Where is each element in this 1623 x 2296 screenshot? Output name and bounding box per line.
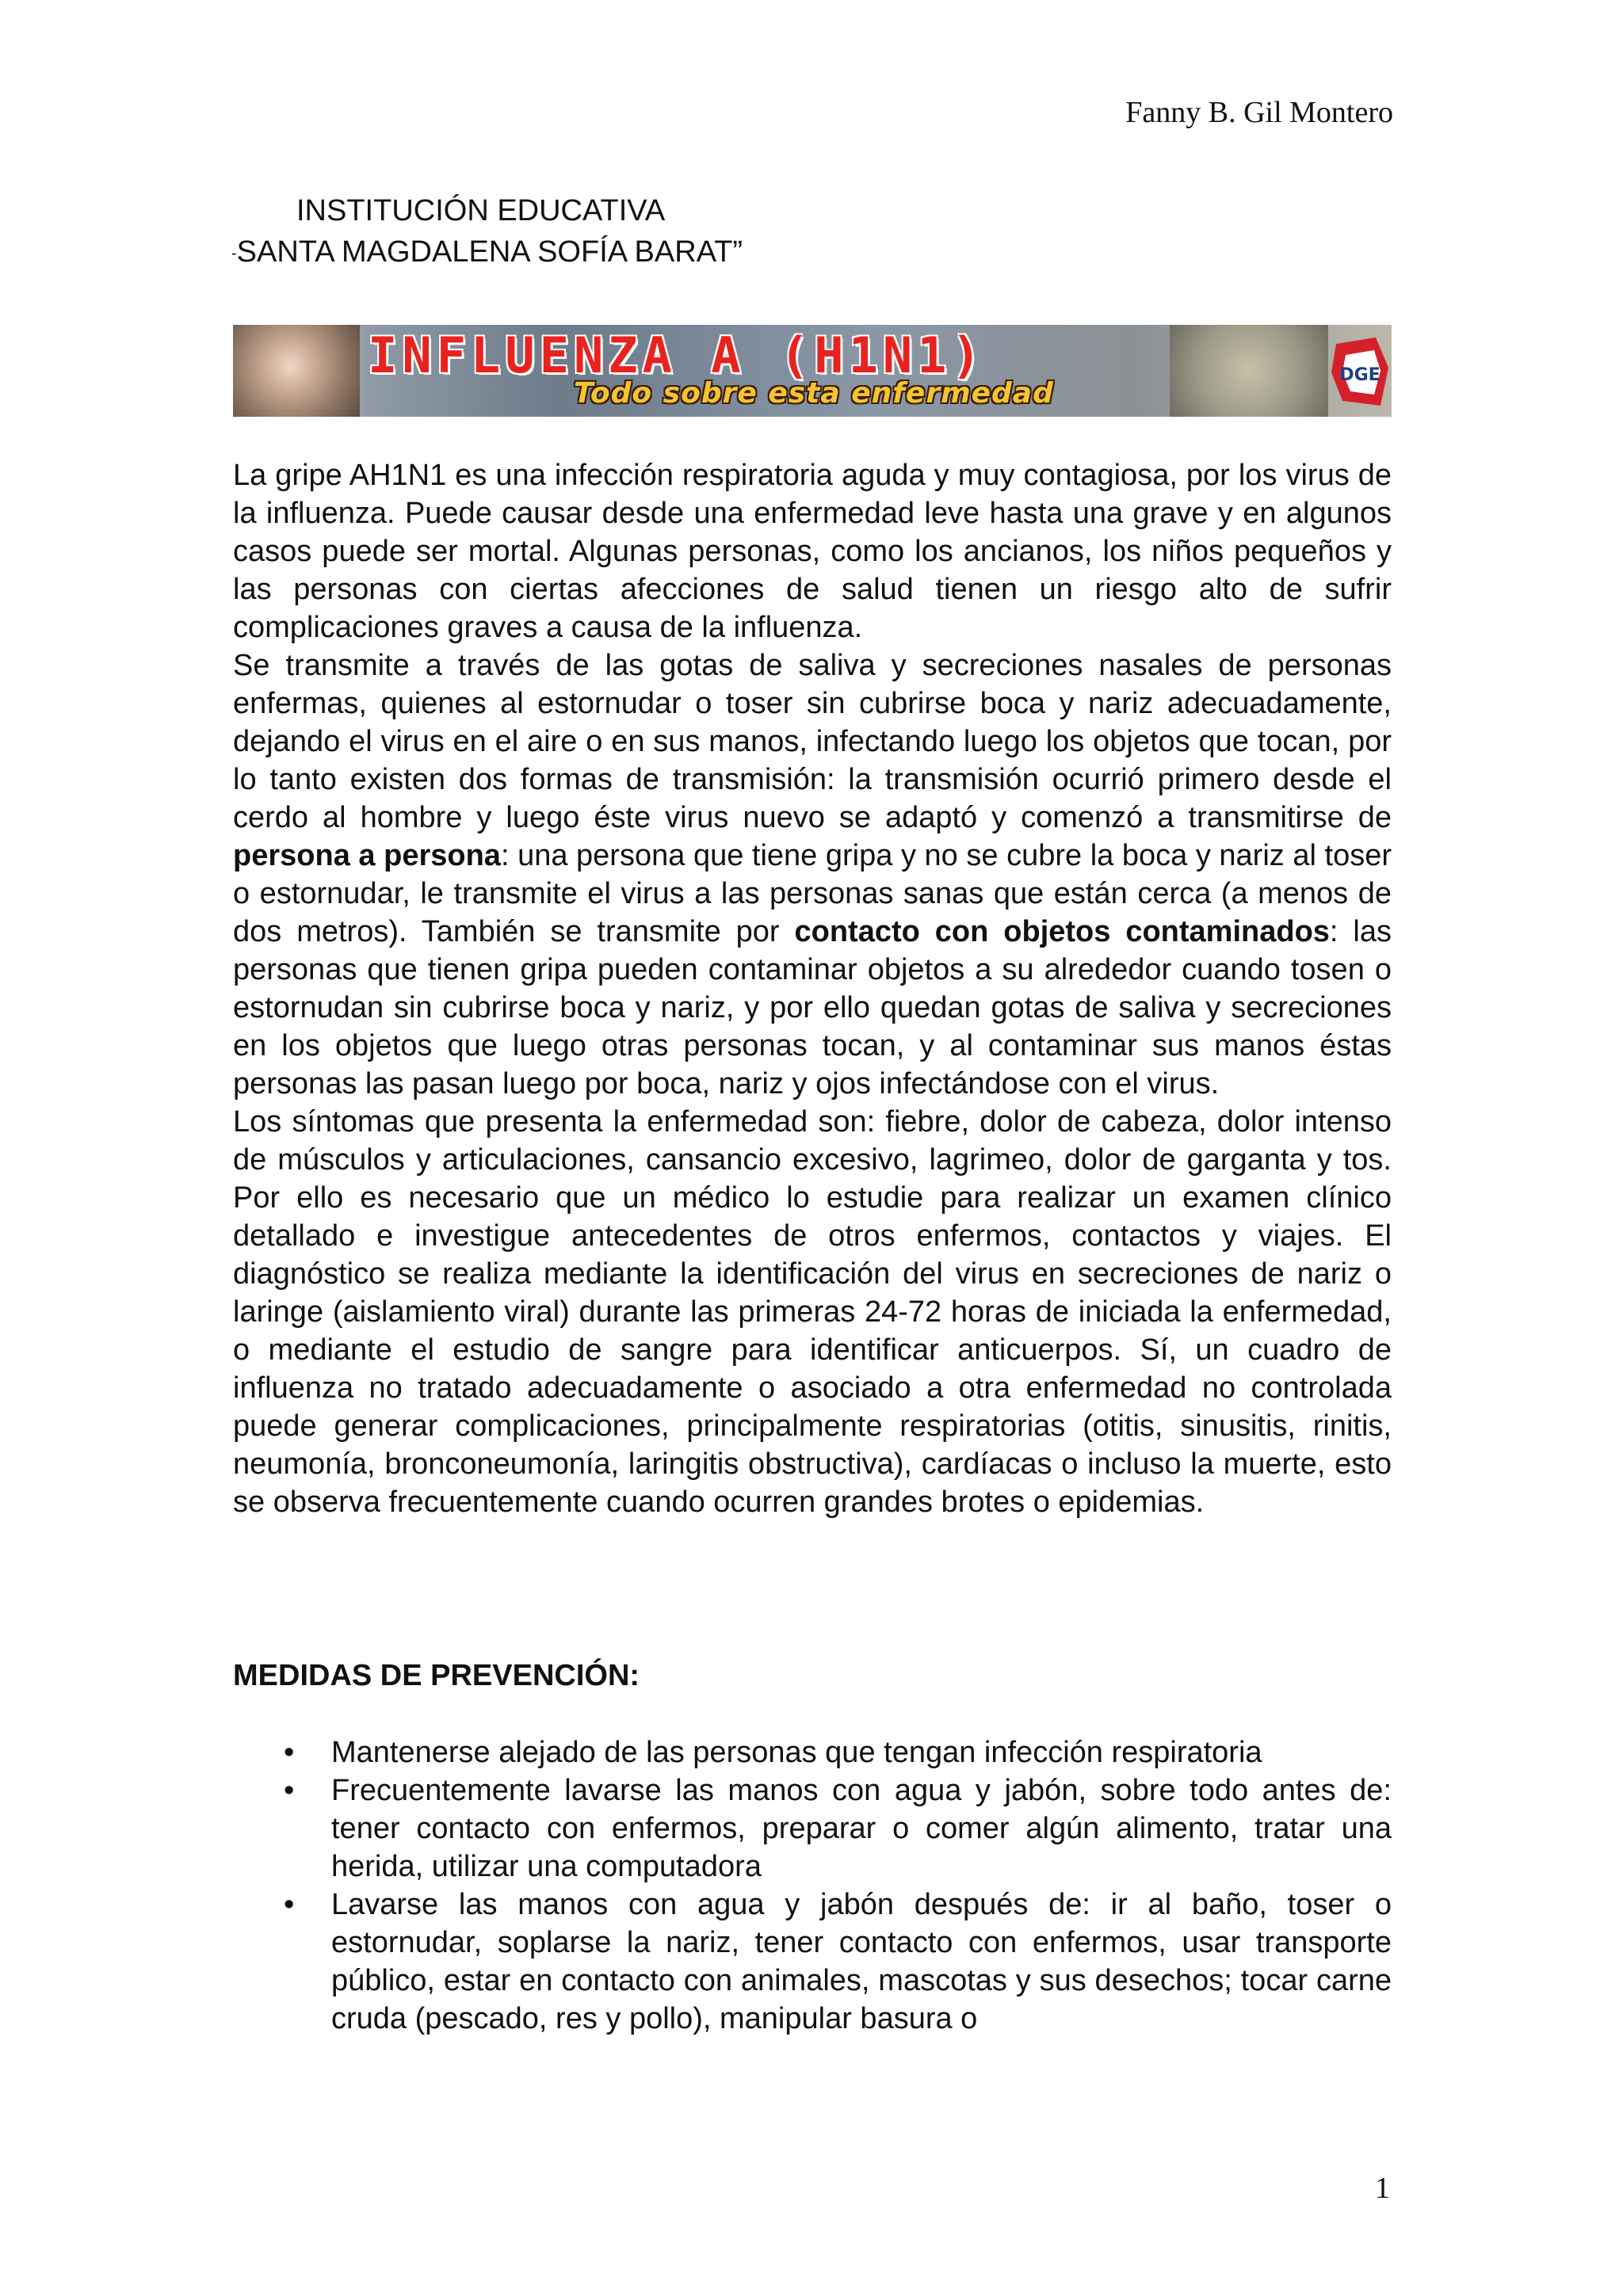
- influenza-banner-image: [233, 325, 1392, 417]
- prevention-list: [233, 1733, 1392, 2038]
- dge-logo-icon: [1328, 336, 1392, 409]
- institution-block: [231, 190, 743, 274]
- transmission-text-a: Se transmite a través de las gotas de saliva y secreciones nasales de personas enfermas, quienes al estornudar o toser sin cubrirse boca y nariz adecuadamente, dejando el virus en el aire o en sus manos, infectando luego los objetos que tocan, por lo tanto existen dos formas de transmisión: la transmisión ocurrió primero desde el cerdo al hombre y luego éste virus nuevo se adaptó y comenzó a transmitirse de: [233, 649, 1392, 834]
- institution-mark: -: [231, 244, 237, 262]
- institution-line-2: [231, 231, 743, 274]
- paragraph-symptoms: Los síntomas que presenta la enfermedad son: fiebre, dolor de cabeza, dolor intenso de músculos y articulaciones, cansancio excesivo, lagrimeo, dolor de garganta y tos. Por ello es necesario que un médico lo estudie para realizar un examen clínico detallado e investigue antecedentes de otros enfermos, contactos y viajes. El diagnóstico se realiza mediante la identificación del virus en secreciones de nariz o laringe (aislamiento viral) durante las primeras 24-72 horas de iniciada la enfermedad, o mediante el estudio de sangre para identificar anticuerpos. Sí, un cuadro de influenza no tratado adecuadamente o asociado a otra enfermedad no controlada puede generar complicaciones, principalmente respiratorias (otitis, sinusitis, rinitis, neumonía, bronconeumonía, laringitis obstructiva), cardíacas o incluso la muerte, esto se observa frecuentemente cuando ocurren grandes brotes o epidemias.: [233, 1105, 1392, 1519]
- banner-subtitle: Todo sobre esta enfermedad: [574, 377, 1054, 410]
- banner-photo-right: [1170, 325, 1328, 417]
- paragraph-transmission: [233, 646, 1392, 1103]
- list-item-text: Mantenerse alejado de las personas que tengan infección respiratoria: [331, 1736, 1262, 1769]
- list-item: [233, 1733, 1392, 1772]
- transmission-bold-contacto: contacto con objetos contaminados: [794, 915, 1330, 948]
- banner-title: INFLUENZA A (H1N1): [368, 326, 986, 384]
- banner-photo-left: [233, 325, 360, 417]
- list-item-text: Frecuentemente lavarse las manos con agua y jabón, sobre todo antes de: tener contacto con enfermos, preparar o comer algún alimento, tratar una herida, utilizar una computadora: [331, 1774, 1392, 1883]
- bullet-icon: •: [284, 1888, 295, 1921]
- list-item: [233, 1772, 1392, 1886]
- prevention-heading: MEDIDAS DE PREVENCIÓN:: [233, 1659, 640, 1692]
- article-body: [233, 456, 1392, 1521]
- institution-line-1: INSTITUCIÓN EDUCATIVA: [296, 194, 666, 227]
- paragraph-definition: La gripe AH1N1 es una infección respiratoria aguda y muy contagiosa, por los virus de la influenza. Puede causar desde una enfermedad leve hasta una grave y en algunos casos puede ser mortal. Algunas personas, como los ancianos, los niños pequeños y las personas con ciertas afecciones de salud tienen un riesgo alto de sufrir complicaciones graves a causa de la influenza.: [233, 459, 1392, 644]
- page-number: 1: [1375, 2172, 1390, 2205]
- transmission-text-e: : las personas que tienen gripa pueden contaminar objetos a su alrededor cuando tosen o estornudan sin cubrirse boca y nariz, y por ello quedan gotas de saliva y secreciones en los objetos que luego otras personas tocan, y al contaminar sus manos éstas personas las pasan luego por boca, nariz y ojos infectándose con el virus.: [233, 915, 1392, 1100]
- list-item: [233, 1886, 1392, 2038]
- transmission-bold-persona: persona a persona: [233, 839, 501, 872]
- transmission-text-c: : una persona que tiene gripa y no se cubre la boca y nariz al toser o estornudar, le transmite el virus a las personas sanas que están cerca (a menos de dos metros). También se transmite por: [233, 839, 1392, 948]
- dge-logo-text: DGE: [1339, 365, 1381, 385]
- list-item-text: Lavarse las manos con agua y jabón después de: ir al baño, toser o estornudar, soplarse la nariz, tener contacto con enfermos, usar transporte público, estar en contacto con animales, mascotas y sus desechos; tocar carne cruda (pescado, res y pollo), manipular basura o: [331, 1888, 1392, 2035]
- header-author: Fanny B. Gil Montero: [1125, 96, 1393, 129]
- bullet-icon: •: [284, 1736, 295, 1769]
- bullet-icon: •: [284, 1774, 295, 1807]
- institution-name: SANTA MAGDALENA SOFÍA BARAT”: [236, 235, 743, 269]
